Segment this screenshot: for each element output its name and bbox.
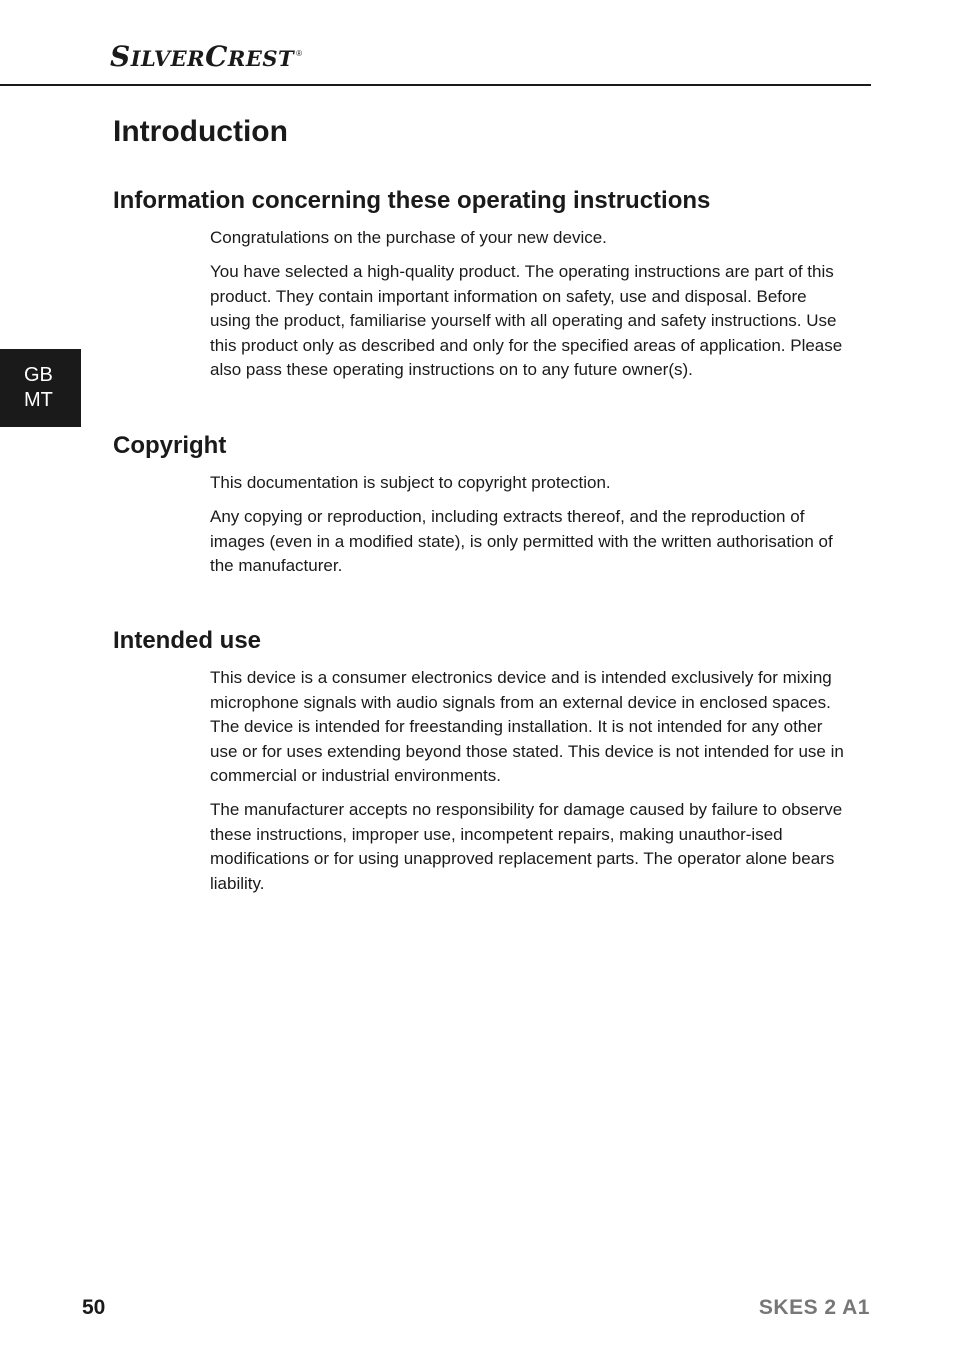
section-heading-information: Information concerning these operating instructions (113, 187, 711, 214)
section-heading-copyright: Copyright (113, 432, 227, 459)
logo-s: S (110, 40, 131, 73)
header-divider (0, 84, 871, 86)
language-code-gb: GB (24, 364, 53, 386)
paragraph-liability: The manufacturer accepts no responsibility for damage caused by failure to observe these instructions, improper use, incompetent repairs, making unauthor-ised modifications or for using unapproved replacement parts. The operator alone bears liability. (210, 800, 843, 893)
paragraph-congratulations: Congratulations on the purchase of your new device. (210, 228, 607, 247)
brand-logo (110, 40, 303, 73)
paragraph-device-purpose: This device is a consumer electronics device and is intended exclusively for mixing microphone signals with audio signals from an external device in enclosed spaces. The device is intended for freestanding installation. It is not intended for any other use or for uses extending beyond those stated. This device is not intended for use in commercial or industrial environments. (210, 668, 844, 786)
section-heading-intended-use: Intended use (113, 627, 262, 654)
paragraph-copyright-protection: This documentation is subject to copyright protection. (210, 473, 611, 492)
language-tab (0, 349, 81, 427)
page-number: 50 (82, 1296, 106, 1319)
registered-mark: ® (296, 48, 303, 58)
paragraph-high-quality-product: You have selected a high-quality product. The operating instructions are part of this product. They contain important information on safety, use and disposal. Before using the product, familiarise yourself with all operating and safety instructions. Use this product only as described and only for the specified areas of application. Please also pass these operating instructions on to any future owner(s). (210, 262, 843, 380)
model-number: SKES 2 A1 (758, 1296, 870, 1319)
logo-ilver: ILVER (130, 46, 206, 71)
page-title: Introduction (113, 115, 288, 148)
paragraph-copying-reproduction: Any copying or reproduction, including extracts thereof, and the reproduction of images (even in a modified state), is only permitted with the written authorisation of the manufacturer. (210, 507, 833, 576)
language-code-mt: MT (24, 389, 53, 411)
logo-rest: REST (227, 46, 295, 71)
logo-c: C (205, 40, 228, 73)
